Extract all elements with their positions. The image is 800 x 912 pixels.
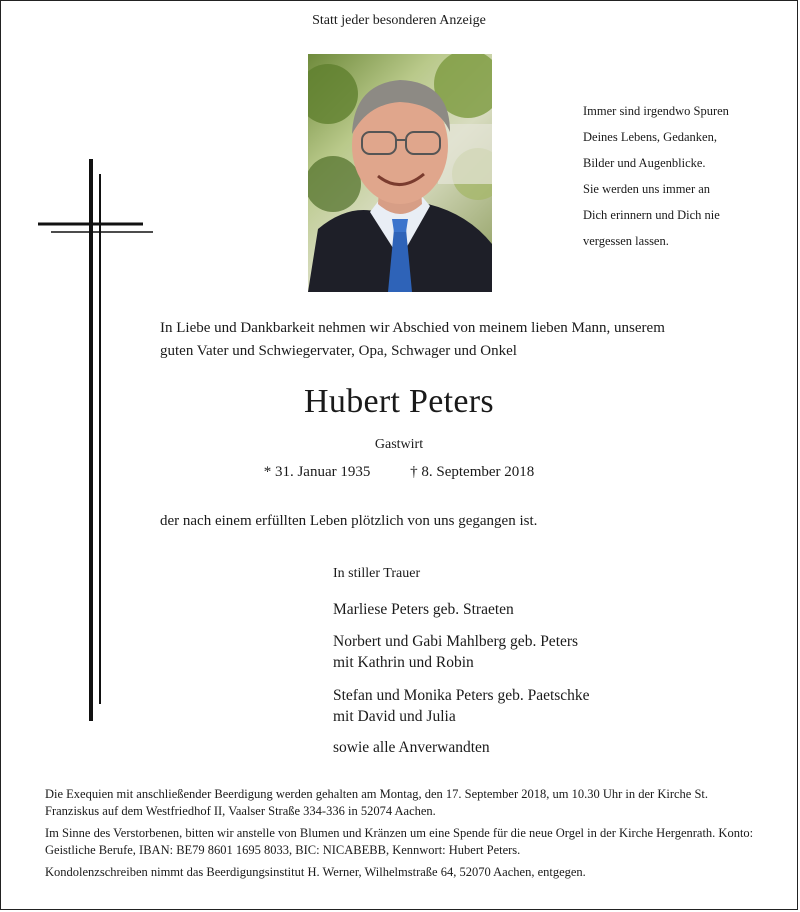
poem-line: Sie werden uns immer an (583, 182, 711, 196)
family-entry (333, 737, 490, 758)
family-line: sowie alle Anverwandten (333, 739, 490, 756)
birth-date: * 31. Januar 1935 (263, 464, 371, 480)
intro-line: In Liebe und Dankbarkeit nehmen wir Abschied von meinem lieben Mann, unserem (160, 320, 665, 336)
mourning-heading: In stiller Trauer (333, 566, 421, 581)
passing-statement: der nach einem erfüllten Leben plötzlich von uns gegangen ist. (160, 513, 538, 529)
occupation: Gastwirt (374, 437, 424, 452)
family-entry (333, 631, 578, 673)
poem-line: Immer sind irgendwo Spuren (583, 104, 729, 118)
family-line: mit David und Julia (333, 708, 456, 725)
family-entry (333, 599, 514, 620)
portrait-photo (308, 54, 492, 292)
intro-line: guten Vater und Schwiegervater, Opa, Schwager und Onkel (160, 343, 517, 359)
family-line: Norbert und Gabi Mahlberg geb. Peters (333, 633, 579, 650)
family-entry (333, 685, 590, 727)
poem-line: Dich erinnern und Dich nie (583, 208, 720, 222)
memorial-poem (583, 98, 783, 254)
poem-line: Deines Lebens, Gedanken, (583, 130, 717, 144)
family-line: Marliese Peters geb. Straeten (333, 601, 514, 618)
family-line: mit Kathrin und Robin (333, 654, 474, 671)
funeral-service-notice: Die Exequien mit anschließender Beerdigung werden gehalten am Montag, den 17. September 2018, um 10.30 Uhr in der Kirche St. Franziskus auf dem Westfriedhof II, Vaalser Straße 334-336 in 52074 Aachen. (45, 787, 709, 818)
condolence-notice: Kondolenzschreiben nimmt das Beerdigungsinstitut H. Werner, Wilhelmstraße 64, 52070 Aachen, entgegen. (45, 865, 586, 879)
deceased-name: Hubert Peters (304, 383, 494, 420)
poem-line: vergessen lassen. (583, 234, 669, 248)
donation-notice: Im Sinne des Verstorbenen, bitten wir anstelle von Blumen und Kränzen um eine Spende für die neue Orgel in der Kirche Hergenrath. Konto: Geistliche Berufe, IBAN: BE79 8601 1695 8033, BIC: NICABEBB, Kennwort: Hubert Peters. (45, 826, 754, 857)
farewell-intro (160, 317, 760, 363)
funeral-notices (45, 786, 765, 886)
life-dates (1, 464, 797, 481)
death-date: † 8. September 2018 (410, 464, 535, 480)
family-line: Stefan und Monika Peters geb. Paetschke (333, 687, 590, 704)
notice-header: Statt jeder besonderen Anzeige (312, 13, 486, 28)
poem-line: Bilder und Augenblicke. (583, 156, 706, 170)
